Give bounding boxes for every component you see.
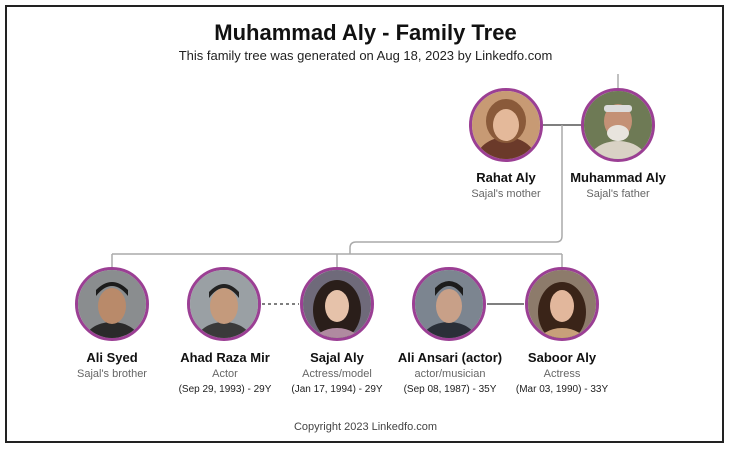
footer-copyright: Copyright 2023 Linkedfo.com	[293, 421, 438, 433]
person-name: Ahad Raza Mir	[180, 350, 270, 365]
person-relation: Sajal's mother	[471, 188, 541, 200]
person-name: Saboor Aly	[527, 350, 597, 365]
avatar-saboor-aly[interactable]	[525, 267, 599, 341]
avatar-ali-syed[interactable]	[75, 267, 149, 341]
avatar-muhammad-aly[interactable]	[581, 88, 655, 162]
person-name: Ali Ansari (actor)	[397, 350, 503, 365]
avatar-sajal-aly[interactable]	[300, 267, 374, 341]
person-name: Muhammad Aly	[570, 170, 666, 185]
person-saboor-aly	[492, 350, 632, 395]
person-dates: (Sep 08, 1987) - 35Y	[403, 384, 497, 395]
person-name: Rahat Aly	[476, 170, 536, 185]
person-dates: (Jan 17, 1994) - 29Y	[291, 384, 383, 395]
person-name: Sajal Aly	[310, 350, 364, 365]
person-muhammad-aly	[548, 170, 688, 200]
person-relation: Sajal's father	[586, 188, 650, 200]
person-relation: Actor	[212, 368, 238, 380]
avatar-ahad-raza-mir[interactable]	[187, 267, 261, 341]
page-title: Muhammad Aly - Family Tree	[214, 20, 517, 45]
person-dates: (Sep 29, 1993) - 29Y	[178, 384, 272, 395]
avatar-ali-ansari[interactable]	[412, 267, 486, 341]
person-relation: actor/musician	[414, 368, 486, 380]
person-relation: Actress	[543, 368, 581, 380]
page-subtitle: This family tree was generated on Aug 18, 2023 by Linkedfo.com	[178, 48, 553, 63]
person-relation: Sajal's brother	[77, 368, 147, 380]
person-relation: Actress/model	[302, 368, 372, 380]
person-dates: (Mar 03, 1990) - 33Y	[515, 384, 609, 395]
person-name: Ali Syed	[86, 350, 138, 365]
avatar-rahat-aly[interactable]	[469, 88, 543, 162]
